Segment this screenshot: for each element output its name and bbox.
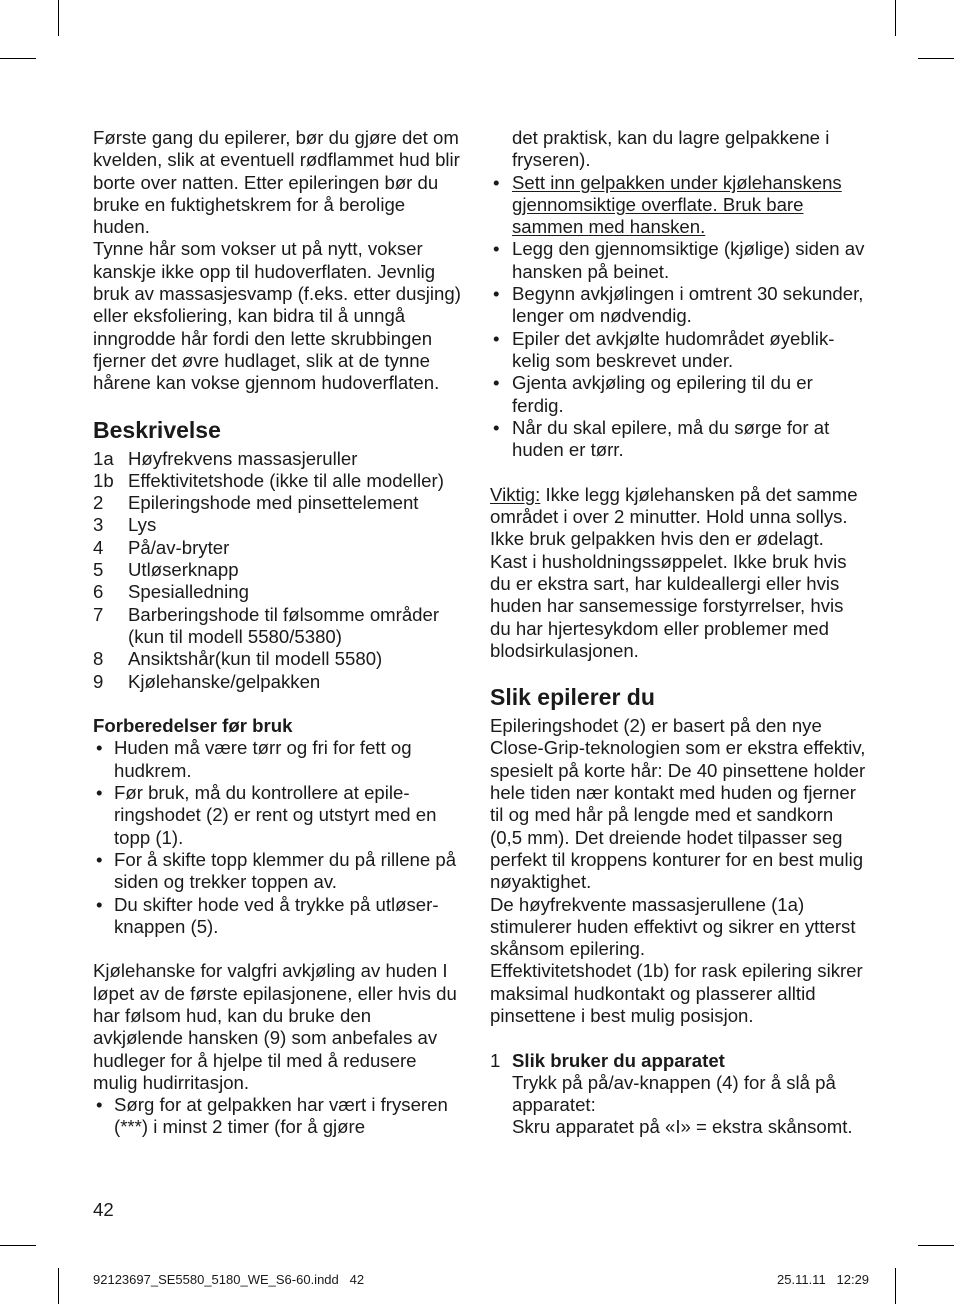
glove-list	[490, 172, 866, 462]
item-number: 9	[93, 670, 104, 692]
description-item	[93, 648, 465, 670]
crop-mark	[0, 1245, 36, 1246]
item-number: 6	[93, 581, 104, 603]
item-text: Spesialledning	[128, 581, 249, 603]
crop-mark	[918, 58, 954, 59]
description-item	[93, 537, 465, 559]
important-label: Viktig:	[490, 483, 541, 505]
list-item: • Sørg for at gelpakken har vært i fryseren (***) i minst 2 timer (for å gjøre	[93, 1094, 465, 1139]
list-item: • Begynn avkjølingen i omtrent 30 sekunder, lenger om nødvendig.	[490, 283, 866, 328]
item-number: 3	[93, 514, 104, 536]
item-text: Høyfrekvens massasjeruller	[128, 447, 358, 469]
item-number: 5	[93, 559, 104, 581]
description-item	[93, 470, 465, 492]
description-item	[93, 671, 465, 693]
crop-mark	[895, 0, 896, 36]
step-line: Skru apparatet på «I» = ekstra skånsomt.	[512, 1116, 853, 1138]
glove-item-continuation: det praktisk, kan du lagre gelpakkene i fryseren).	[512, 127, 830, 171]
item-number: 4	[93, 536, 104, 558]
description-heading: Beskrivelse	[93, 416, 221, 443]
intro-paragraph: Tynne hår som vokser ut på nytt, vokser kanskje ikke opp til hudoverflaten. Jevnlig bruk av massasjesvamp (f.eks. etter dusjing) eller eksfoliering, kan bidra til å unngå inngrodde hår fordi den lette skrubbingen fjerner det øvre hudlaget, slik at de tynne hårene kan vokse gjennom hudoverflaten.	[93, 238, 461, 394]
step-1	[490, 1050, 866, 1139]
item-text: Lys	[128, 514, 157, 536]
item-text: Effektivitetshode (ikke til alle modeller)	[128, 469, 444, 491]
description-item	[93, 448, 465, 470]
important-text: Ikke legg kjølehansken på det samme området i over 2 minutter. Hold unna sollys. Ikke bruk gelpakken hvis den er ødelagt. Kast i husholdningssøppelet. Ikke bruk hvis du er ekstra sart, har kuldeallergi eller hvis huden har sansemessige forstyrrelser, hvis du har hjertesykdom eller problemer med blodsirkulasjonen.	[490, 483, 858, 661]
crop-mark	[895, 1268, 896, 1304]
crop-mark	[918, 1245, 954, 1246]
item-text: Kjølehanske/gelpakken	[128, 670, 321, 692]
glove-intro-paragraph: Kjølehanske for valgfri avkjøling av huden I løpet av de første epilasjonene, eller hvis du har følsom hud, kan du bruke den avkjølende hansken (9) som anbefales av hudleger for å hjelpe til med å redusere mulig hudirritasjon.	[93, 960, 457, 1093]
item-text: Epileringshode med pinsettelement	[128, 492, 419, 514]
epilate-paragraph: Effektivitetshodet (1b) for rask epilering sikrer maksimal hudkontakt og plasserer alltid pinsettene i best mulig posisjon.	[490, 960, 863, 1026]
list-item: • Før bruk, må du kontrollere at epileringshodet (2) er rent og utstyrt med en topp (1).	[93, 782, 465, 849]
page-number: 42	[93, 1199, 114, 1220]
left-column	[93, 127, 465, 1139]
description-item	[93, 559, 465, 581]
list-item: • Epiler det avkjølte hudområdet øyeblikkelig som beskrevet under.	[490, 328, 866, 373]
list-item: • Når du skal epilere, må du sørge for at huden er tørr.	[490, 417, 866, 462]
description-item	[93, 581, 465, 603]
step-line: Trykk på på/av-knappen (4) for å slå på apparatet:	[512, 1071, 836, 1116]
item-number: 1a	[93, 447, 114, 469]
crop-mark	[0, 58, 36, 59]
epilate-heading: Slik epilerer du	[490, 684, 655, 711]
list-item: • Huden må være tørr og fri for fett og hudkrem.	[93, 737, 465, 782]
item-text: Barberingshode til følsomme områder (kun til modell 5580/5380)	[128, 603, 440, 647]
description-item	[93, 604, 465, 649]
description-item	[93, 492, 465, 514]
item-number: 1b	[93, 469, 114, 491]
epilate-paragraph: Epileringshodet (2) er basert på den nye Close-Grip-teknologien som er ekstra effektiv, spesielt på korte hår: De 40 pinsettene holder hele tiden nær kontakt med huden og fjerner til og med hår på lengde med et sandkorn (0,5 mm). Det dreiende hodet tilpasser seg perfekt til kroppens konturer for en best mulig nøyaktighet.	[490, 715, 866, 893]
list-item	[490, 172, 866, 239]
step-body	[512, 1050, 866, 1139]
list-item: • For å skifte topp klemmer du på rillene på siden og trekker toppen av.	[93, 849, 465, 894]
list-item: • Du skifter hode ved å trykke på utløserknappen (5).	[93, 894, 465, 939]
preparation-list	[93, 737, 465, 938]
footer-datetime: 25.11.11 12:29	[777, 1272, 870, 1287]
crop-mark	[58, 1268, 59, 1304]
description-list	[93, 448, 465, 693]
glove-list-start	[93, 1094, 465, 1139]
item-text: På/av-bryter	[128, 536, 230, 558]
item-text: Utløserknapp	[128, 559, 239, 581]
item-number: 2	[93, 492, 104, 514]
item-number: 8	[93, 648, 104, 670]
list-item: • Legg den gjennomsiktige (kjølige) siden av hansken på beinet.	[490, 238, 866, 283]
step-title: Slik bruker du apparatet	[512, 1049, 725, 1071]
crop-mark	[58, 0, 59, 36]
footer-file-info: 92123697_SE5580_5180_WE_S6-60.indd 42	[93, 1272, 365, 1287]
step-number: 1	[490, 1049, 501, 1071]
description-item	[93, 514, 465, 536]
intro-paragraph: Første gang du epilerer, bør du gjøre det om kvelden, slik at eventuell rødflammet hud blir borte over natten. Etter epileringen bør du bruke en fuktighetskrem for å berolige huden.	[93, 127, 460, 238]
list-item: • Gjenta avkjøling og epilering til du er ferdig.	[490, 372, 866, 417]
epilate-paragraph: De høyfrekvente massasjerullene (1a) stimulerer huden effektivt og sikrer en ytterst skånsom epilering.	[490, 893, 856, 960]
important-paragraph	[490, 484, 866, 662]
preparation-heading: Forberedelser før bruk	[93, 715, 293, 737]
right-column	[490, 127, 866, 1139]
underlined-instruction: Sett inn gelpakken under kjølehanskens gjennomsiktige overflate. Bruk bare sammen med hansken.	[512, 171, 842, 238]
item-number: 7	[93, 603, 104, 625]
item-text: Ansiktshår(kun til modell 5580)	[128, 648, 383, 670]
